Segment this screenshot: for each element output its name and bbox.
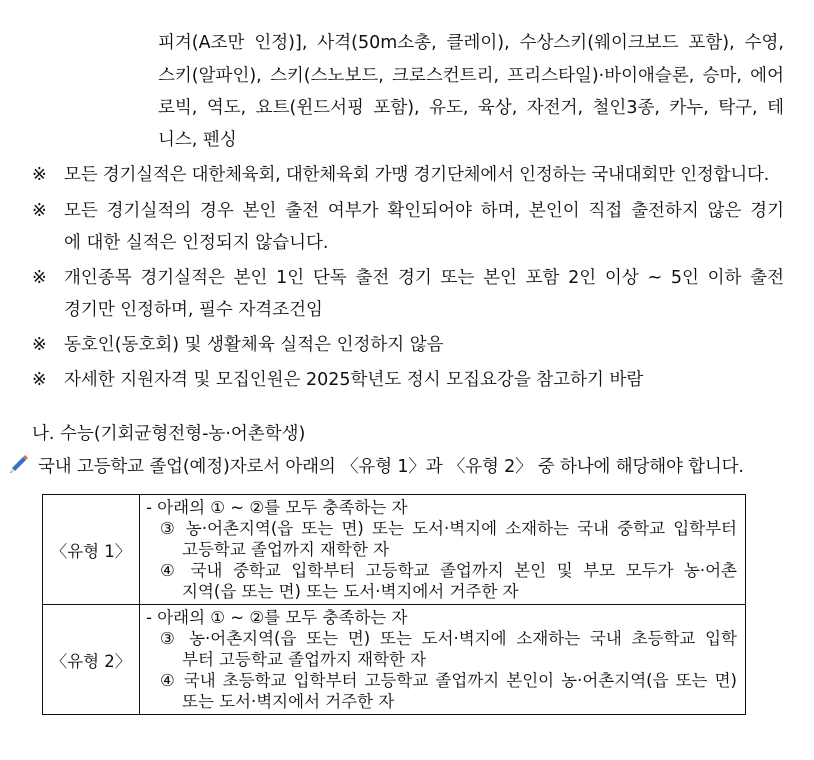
note-mark: ※: [32, 335, 47, 355]
type-description: [140, 605, 746, 715]
type-item-line: 지역(읍 또는 면) 또는 도서·벽지에서 거주한 자: [182, 582, 519, 601]
note-text: 개인종목 경기실적은 본인 1인 단독 출전 경기 또는 본인 포함 2인 이상 ~ 5인 이하 출전: [64, 268, 784, 288]
type-intro: - 아래의 ① ~ ②를 모두 충족하는 자: [146, 498, 408, 517]
section-heading: 나. 수능(기회균형전형-농·어촌학생): [32, 424, 306, 444]
type-row: [43, 605, 746, 715]
note-text: 에 대한 실적은 인정되지 않습니다.: [64, 233, 329, 253]
type-label: 〈유형 2〉: [43, 605, 140, 715]
type-intro: - 아래의 ① ~ ②를 모두 충족하는 자: [146, 608, 408, 627]
note-text: 동호인(동호회) 및 생활체육 실적은 인정하지 않음: [64, 335, 444, 355]
note-mark: ※: [32, 370, 47, 390]
type-item-line: ③ 농·어촌지역(읍 또는 면) 또는 도서·벽지에 소재하는 국내 초등학교 입학: [160, 629, 737, 648]
type-item-line: 부터 고등학교 졸업까지 재학한 자: [182, 650, 427, 669]
requirement-text: 국내 고등학교 졸업(예정)자로서 아래의 〈유형 1〉과 〈유형 2〉 중 하나에 해당해야 합니다.: [38, 457, 744, 477]
type-item-line: ④ 국내 초등학교 입학부터 고등학교 졸업까지 본인이 농·어촌지역(읍 또는 면): [160, 671, 737, 690]
note-mark: ※: [32, 268, 47, 288]
note-text: 경기만 인정하며, 필수 자격조건임: [64, 300, 323, 320]
note-text: 모든 경기실적은 대한체육회, 대한체육회 가맹 경기단체에서 인정하는 국내대회만 인정합니다.: [64, 165, 770, 185]
type-item-line: ③ 농·어촌지역(읍 또는 면) 또는 도서·벽지에 소재하는 국내 중학교 입학부터: [160, 519, 737, 538]
type-item-line: 고등학교 졸업까지 재학한 자: [182, 540, 390, 559]
pencil-icon: [8, 452, 30, 474]
note-mark: ※: [32, 201, 47, 221]
type-description: [140, 495, 746, 605]
note-mark: ※: [32, 165, 47, 185]
type-item-line: ④ 국내 중학교 입학부터 고등학교 졸업까지 본인 및 부모 모두가 농·어촌: [160, 561, 737, 580]
sports-list-line: 니스, 펜싱: [158, 130, 237, 150]
note-text: 모든 경기실적의 경우 본인 출전 여부가 확인되어야 하며, 본인이 직접 출전하지 않은 경기: [64, 201, 784, 221]
type-row: [43, 495, 746, 605]
note-text: 자세한 지원자격 및 모집인원은 2025학년도 정시 모집요강을 참고하기 바람: [64, 370, 644, 390]
type-table: [42, 494, 746, 715]
type-label: 〈유형 1〉: [43, 495, 140, 605]
sports-list-line: 피겨(A조만 인정)], 사격(50m소총, 클레이), 수상스키(웨이크보드 포함), 수영,: [158, 33, 784, 53]
sports-list-line: 스키(알파인), 스키(스노보드, 크로스컨트리, 프리스타일)·바이애슬론, 승마, 에어: [158, 66, 784, 86]
sports-list-line: 로빅, 역도, 요트(윈드서핑 포함), 유도, 육상, 자전거, 철인3종, 카누, 탁구, 테: [158, 98, 784, 118]
type-item-line: 또는 도서·벽지에서 거주한 자: [182, 692, 395, 711]
